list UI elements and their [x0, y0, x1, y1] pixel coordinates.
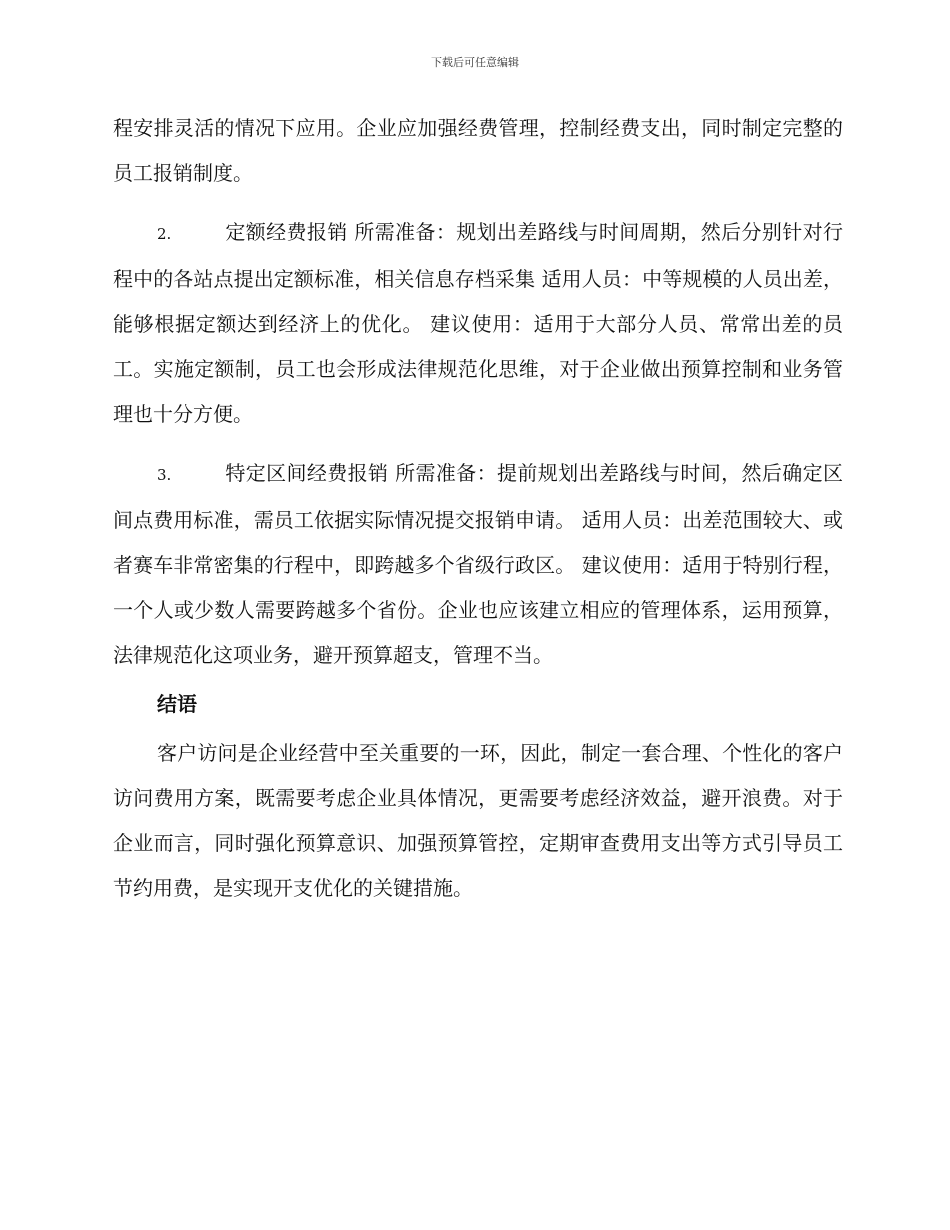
- list-item-2: [113, 210, 843, 437]
- page-header: 下载后可任意编辑: [431, 56, 519, 69]
- list-item-3-number: 3.: [157, 466, 172, 484]
- document-body: [113, 106, 843, 911]
- list-item-3-text: 特定区间经费报销 所需准备：提前规划出差路线与时间，然后确定区间点费用标准，需员工依据实际情况提交报销申请。 适用人员：出差范围较大、或者赛车非常密集的行程中，即跨越多个省级行政区。 建议使用：适用于特别行程，一个人或少数人需要跨越多个省份。企业也应该建立相应的管理体系，运用预算，法律规范化这项业务，避开预算超支，管理不当。: [113, 461, 843, 667]
- conclusion-heading: 结语: [157, 692, 197, 716]
- list-item-3: [113, 451, 843, 678]
- list-item-2-text: 定额经费报销 所需准备：规划出差路线与时间周期，然后分别针对行程中的各站点提出定额标准，相关信息存档采集 适用人员：中等规模的人员出差，能够根据定额达到经济上的优化。 建议使用：适用于大部分人员、常常出差的员工。实施定额制，员工也会形成法律规范化思维，对于企业做出预算控制和业务管理也十分方便。: [113, 220, 843, 426]
- list-item-2-number: 2.: [157, 225, 172, 243]
- intro-paragraph: 程安排灵活的情况下应用。企业应加强经费管理，控制经费支出，同时制定完整的员工报销制度。: [113, 116, 843, 185]
- conclusion-paragraph: 客户访问是企业经营中至关重要的一环，因此，制定一套合理、个性化的客户访问费用方案，既需要考虑企业具体情况，更需要考虑经济效益，避开浪费。对于企业而言，同时强化预算意识、加强预算管控，定期审查费用支出等方式引导员工节约用费，是实现开支优化的关键措施。: [113, 741, 843, 900]
